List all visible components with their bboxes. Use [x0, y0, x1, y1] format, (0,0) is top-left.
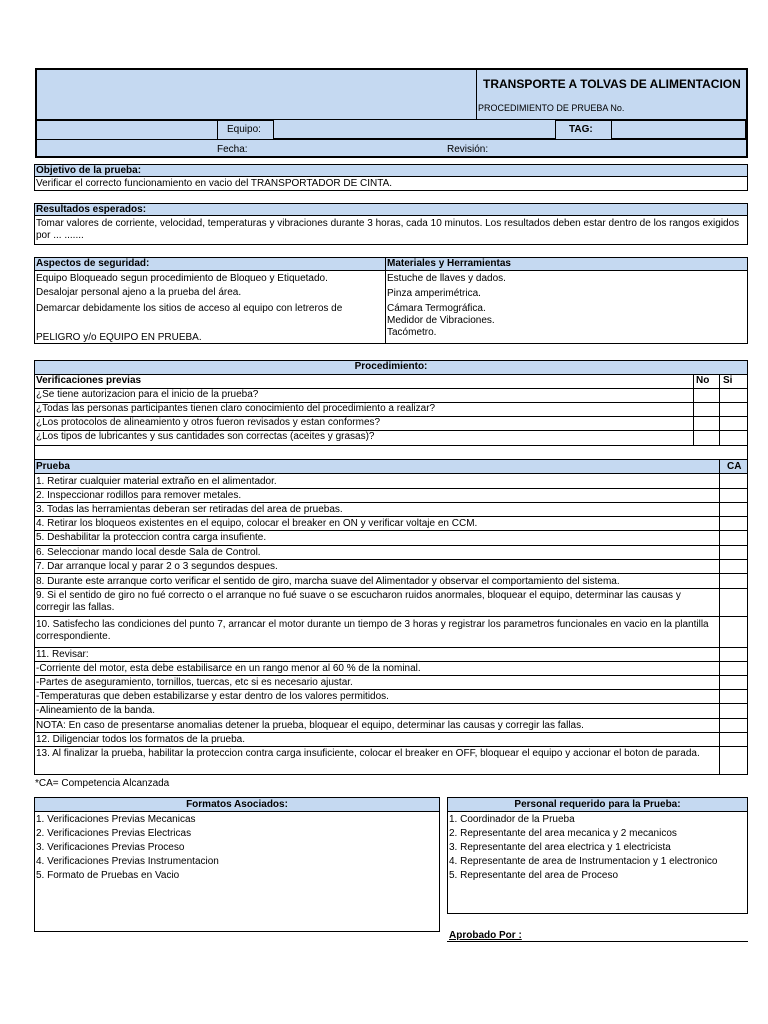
formatos-item: 3. Verificaciones Previas Proceso [36, 842, 185, 853]
seguridad-heading: Aspectos de seguridad: [36, 258, 150, 269]
formatos-item: 5. Formato de Pruebas en Vacio [36, 870, 180, 881]
tag-label: TAG: [569, 124, 593, 135]
seguridad-item: PELIGRO y/o EQUIPO EN PRUEBA. [36, 332, 202, 343]
personal-item: 2. Representante del area mecanica y 2 mecanicos [449, 828, 677, 839]
equipo-label: Equipo: [227, 124, 261, 135]
ca-checkbox[interactable] [720, 747, 746, 774]
personal-item: 3. Representante del area electrica y 1 electricista [449, 842, 671, 853]
resultados-heading: Resultados esperados: [36, 204, 147, 215]
aprobado-signature-line[interactable] [447, 930, 748, 942]
personal-section [447, 797, 748, 914]
seguridad-materiales-section [34, 257, 748, 344]
ca-checkbox[interactable] [720, 531, 746, 544]
previa-item: ¿Todas las personas participantes tienen claro conocimiento del procedimiento a realizar? [36, 403, 436, 414]
objetivo-text: Verificar el correcto funcionamiento en vacio del TRANSPORTADOR DE CINTA. [36, 178, 393, 189]
prueba-step: 1. Retirar cualquier material extraño en el alimentador. [36, 476, 277, 487]
ca-checkbox[interactable] [720, 475, 746, 488]
seguridad-item: Demarcar debidamente los sitios de acceso al equipo con letreros de [36, 303, 343, 314]
no-checkbox[interactable] [694, 389, 718, 401]
header-box [35, 68, 748, 158]
ca-checkbox[interactable] [720, 617, 746, 647]
personal-heading: Personal requerido para la Prueba: [514, 799, 681, 810]
prueba-step: 9. Si el sentido de giro no fué correcto o el arranque no fué suave o se escucharon ruidos anormales, bloquear el equipo, determinar las causas y corregir las fallas. [36, 590, 681, 613]
ca-checkbox[interactable] [720, 503, 746, 516]
ca-checkbox[interactable] [720, 589, 746, 616]
si-checkbox[interactable] [720, 403, 746, 415]
procedimiento-section [34, 360, 748, 775]
prueba-step: 2. Inspeccionar rodillos para remover metales. [36, 490, 242, 501]
equipo-field[interactable] [273, 119, 556, 139]
prueba-step: -Corriente del motor, esta debe estabilisarce en un rango menor al 60 % de la nominal. [36, 663, 421, 674]
prueba-step: -Temperaturas que deben estabilizarse y estar dentro de los valores permitidos. [36, 691, 389, 702]
materiales-item: Cámara Termográfica. [387, 303, 486, 314]
personal-item: 4. Representante de area de Instrumentacion y 1 electronico [449, 856, 718, 867]
materiales-item: Medidor de Vibraciones. [387, 315, 495, 326]
ca-checkbox[interactable] [720, 560, 746, 573]
formatos-item: 4. Verificaciones Previas Instrumentacion [36, 856, 219, 867]
materiales-heading: Materiales y Herramientas [387, 258, 511, 269]
previas-heading: Verificaciones previas [36, 375, 142, 386]
objetivo-section [34, 164, 748, 191]
objetivo-heading: Objetivo de la prueba: [36, 165, 142, 176]
no-checkbox[interactable] [694, 403, 718, 415]
no-checkbox[interactable] [694, 431, 718, 444]
seguridad-item: Equipo Bloqueado segun procedimiento de Bloqueo y Etiquetado. [36, 273, 328, 284]
ca-checkbox[interactable] [720, 489, 746, 502]
ca-checkbox[interactable] [720, 546, 746, 559]
si-label: Si [723, 375, 733, 386]
prueba-step: -Alineamiento de la banda. [36, 705, 155, 716]
tag-field[interactable] [611, 119, 746, 139]
previa-item: ¿Se tiene autorizacion para el inicio de la prueba? [36, 389, 259, 400]
aprobado-label: Aprobado Por : [449, 930, 522, 941]
prueba-step: 5. Deshabilitar la proteccion contra carga insufiente. [36, 532, 267, 543]
personal-item: 1. Coordinador de la Prueba [449, 814, 575, 825]
prueba-heading: Prueba [36, 461, 70, 472]
ca-checkbox[interactable] [720, 517, 746, 530]
no-label: No [696, 375, 710, 386]
si-checkbox[interactable] [720, 417, 746, 429]
seguridad-item: Desalojar personal ajeno a la prueba del área. [36, 287, 242, 298]
document-title: TRANSPORTE A TOLVAS DE ALIMENTACION [483, 77, 741, 91]
prueba-step: 7. Dar arranque local y parar 2 o 3 segundos despues. [36, 561, 278, 572]
prueba-step: 3. Todas las herramientas deberan ser retiradas del area de pruebas. [36, 504, 343, 515]
formatos-item: 2. Verificaciones Previas Electricas [36, 828, 192, 839]
prueba-step: 4. Retirar los bloqueos existentes en el equipo, colocar el breaker en ON y verificar voltaje en CCM. [36, 518, 478, 529]
resultados-section [34, 203, 748, 245]
document-subtitle: PROCEDIMIENTO DE PRUEBA No. [478, 103, 625, 113]
prueba-step: 11. Revisar: [36, 649, 89, 660]
formatos-section [34, 797, 440, 932]
materiales-item: Tacómetro. [387, 327, 437, 338]
si-checkbox[interactable] [720, 431, 746, 444]
prueba-step: 6. Seleccionar mando local desde Sala de Control. [36, 547, 261, 558]
prueba-step: 8. Durante este arranque corto verificar el sentido de giro, marcha suave del Alimentador y observar el comportamiento del sistema. [36, 576, 620, 587]
formatos-heading: Formatos Asociados: [186, 799, 288, 810]
formatos-item: 1. Verificaciones Previas Mecanicas [36, 814, 196, 825]
ca-checkbox[interactable] [720, 574, 746, 587]
prueba-step: -Partes de aseguramiento, tornillos, tuercas, etc si es necesario ajustar. [36, 677, 353, 688]
prueba-step: 10. Satisfecho las condiciones del punto 7, arrancar el motor durante un tiempo de 3 horas y registrar los parametros funcionales en vacio en la plantilla correspondiente. [36, 619, 709, 642]
prueba-step: 13. Al finalizar la prueba, habilitar la proteccion contra carga insuficiente, colocar el breaker en OFF, bloquear el equipo y accionar el boton de parada. [36, 748, 700, 759]
revision-label: Revisión: [447, 144, 489, 155]
procedimiento-heading: Procedimiento: [354, 361, 428, 372]
materiales-item: Pinza amperimétrica. [387, 288, 481, 299]
resultados-text: Tomar valores de corriente, velocidad, temperaturas y vibraciones durante 3 horas, cada 10 minutos. Los resultados deben estar dentro de los rangos exigidos por ... ....... [36, 218, 740, 241]
materiales-item: Estuche de llaves y dados. [387, 273, 506, 284]
prueba-step: 12. Diligenciar todos los formatos de la prueba. [36, 734, 246, 745]
ca-label: CA [727, 461, 742, 472]
previa-item: ¿Los protocolos de alineamiento y otros fueron revisados y estan conformes? [36, 417, 381, 428]
previa-item: ¿Los tipos de lubricantes y sus cantidades son correctas (aceites y grasas)? [36, 431, 375, 442]
ca-checkbox[interactable] [720, 648, 746, 746]
ca-footnote: *CA= Competencia Alcanzada [35, 778, 170, 789]
no-checkbox[interactable] [694, 417, 718, 429]
personal-item: 5. Representante del area de Proceso [449, 870, 618, 881]
si-checkbox[interactable] [720, 389, 746, 401]
fecha-label: Fecha: [217, 144, 248, 155]
prueba-step: NOTA: En caso de presentarse anomalias detener la prueba, bloquear el equipo, determinar las causas y corregir las fallas. [36, 720, 584, 731]
